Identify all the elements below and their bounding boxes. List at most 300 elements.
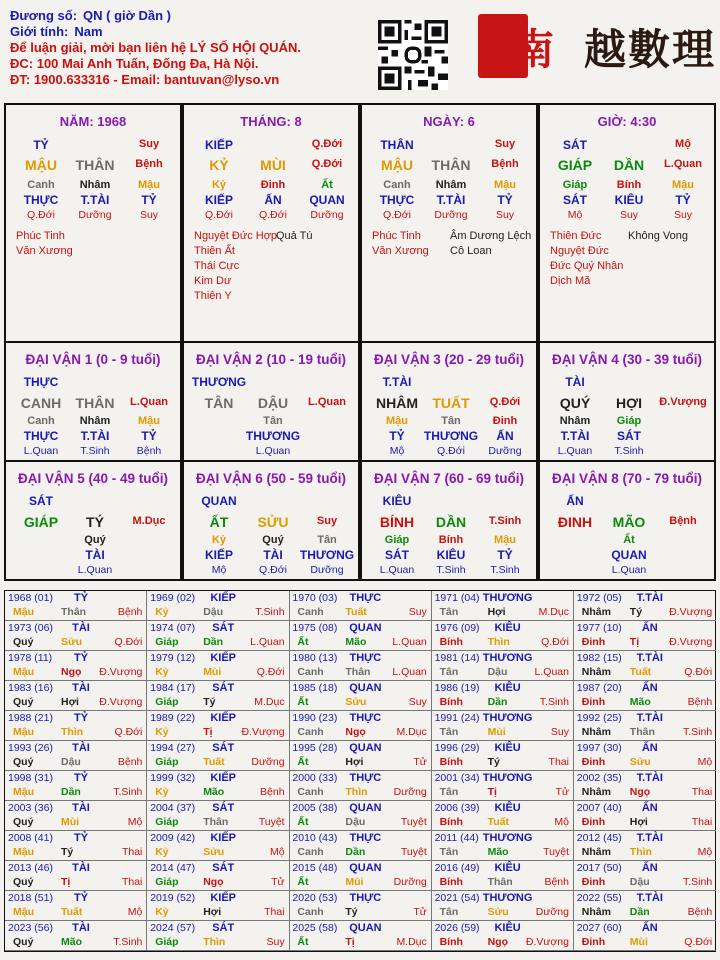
year-state: Thai xyxy=(121,876,143,888)
year-cell[interactable] xyxy=(432,621,574,651)
hidden-stem: Quý xyxy=(262,534,284,546)
year-ten-god: THỰC xyxy=(349,592,382,604)
year-branch: Dần xyxy=(629,906,650,918)
year-label: 1981 (14) xyxy=(434,652,480,664)
shen-sha-star: Nguyệt Đức Hợp xyxy=(194,230,278,242)
year-ten-god: ẤN xyxy=(641,742,658,754)
year-label: 2011 (44) xyxy=(434,832,479,844)
year-cell[interactable] xyxy=(147,831,289,861)
year-stem: Bính xyxy=(439,936,463,948)
year-branch: Tuất xyxy=(629,666,652,678)
pillar-title: GIỜ: 4:30 xyxy=(597,114,657,129)
year-stem: Bính xyxy=(439,756,463,768)
year-branch: Dậu xyxy=(61,756,81,768)
year-stem: Nhâm xyxy=(581,906,611,918)
shen-sha-star: Cô Loan xyxy=(450,245,492,257)
year-cell[interactable] xyxy=(574,771,716,801)
year-cell[interactable] xyxy=(289,681,431,711)
shen-sha-star: Thiên Y xyxy=(194,290,232,302)
year-stem: Mậu xyxy=(13,786,34,798)
year-stem: Kỷ xyxy=(155,726,169,738)
dai-van-title: ĐẠI VẬN 3 (20 - 29 tuổi) xyxy=(373,352,525,367)
year-branch: Tuất xyxy=(487,816,509,828)
hidden-state: Q.Đới xyxy=(437,445,465,457)
year-cell[interactable] xyxy=(5,741,147,771)
year-cell[interactable] xyxy=(5,651,147,681)
year-state: Bệnh xyxy=(117,756,143,768)
earthly-branch: TÝ xyxy=(86,514,104,530)
year-cell[interactable] xyxy=(289,591,431,621)
year-stem: Mậu xyxy=(13,666,34,678)
year-cell[interactable] xyxy=(432,831,574,861)
year-cell[interactable] xyxy=(432,711,574,741)
year-cell[interactable] xyxy=(289,861,431,891)
year-state: Mộ xyxy=(554,816,569,828)
year-stem: Canh xyxy=(297,666,324,678)
year-cell[interactable] xyxy=(5,801,147,831)
year-ten-god: KIÊU xyxy=(494,742,521,754)
shen-sha-star: Thiên Đức xyxy=(550,230,602,242)
hidden-ten-god: T.TÀI xyxy=(436,193,466,207)
year-cell[interactable] xyxy=(289,651,431,681)
year-state: T.Sinh xyxy=(539,696,569,708)
dai-van-cell xyxy=(182,460,360,581)
year-cell[interactable] xyxy=(5,591,147,621)
year-ten-god: TỶ xyxy=(73,832,89,844)
year-cell[interactable] xyxy=(147,681,289,711)
year-stem: Ất xyxy=(297,756,309,768)
year-state: Suy xyxy=(408,606,427,618)
year-stem: Quý xyxy=(13,876,34,888)
hidden-ten-god: T.TÀI xyxy=(80,193,110,207)
hidden-stem: Canh xyxy=(27,415,55,427)
year-state: Đ.Vượng xyxy=(241,726,285,738)
contact-line: Để luận giải, mời bạn liên hệ LÝ SỐ HỘI QUÁN. xyxy=(10,40,301,55)
hidden-state: Dưỡng xyxy=(78,209,112,221)
year-stem: Mậu xyxy=(13,726,34,738)
year-cell[interactable] xyxy=(574,711,716,741)
dai-van-cell xyxy=(4,341,182,462)
hidden-stem: Mậu xyxy=(494,179,516,191)
brand-char: 南 xyxy=(512,25,557,74)
year-branch: Sửu xyxy=(61,636,83,648)
ten-god-label: THƯƠNG xyxy=(191,375,247,389)
ten-god-label: THỰC xyxy=(23,375,59,389)
heavenly-stem: TÂN xyxy=(204,395,234,411)
year-state: Dưỡng xyxy=(251,756,285,768)
year-cell[interactable] xyxy=(147,651,289,681)
year-branch: Sửu xyxy=(629,756,651,768)
hidden-stem: Bính xyxy=(438,534,464,546)
hidden-ten-god: KIẾP xyxy=(204,548,233,562)
hidden-ten-god: TỶ xyxy=(675,193,691,207)
year-cell[interactable] xyxy=(289,831,431,861)
year-branch: Tý xyxy=(629,606,643,618)
pillar-cell xyxy=(538,103,716,343)
year-cell[interactable] xyxy=(5,711,147,741)
year-ten-god: TỶ xyxy=(73,772,89,784)
year-cell[interactable] xyxy=(5,621,147,651)
qr-code[interactable] xyxy=(378,20,448,90)
shen-sha-star: Đức Quý Nhân xyxy=(550,260,624,272)
heavenly-stem: KỶ xyxy=(209,157,229,173)
year-state: Mộ xyxy=(269,846,285,858)
branch-state: Đ.Vượng xyxy=(659,396,707,408)
year-cell[interactable] xyxy=(147,711,289,741)
hidden-stem: Mậu xyxy=(138,415,160,427)
year-state: Q.Đới xyxy=(114,726,143,738)
year-cell[interactable] xyxy=(289,891,431,921)
year-label: 1990 (23) xyxy=(292,712,338,724)
year-cell[interactable] xyxy=(432,771,574,801)
hidden-stem: Nhâm xyxy=(435,179,467,191)
year-ten-god: SÁT xyxy=(212,862,235,874)
year-cell[interactable] xyxy=(5,831,147,861)
earthly-branch: MÃO xyxy=(612,514,646,530)
year-branch: Ngọ xyxy=(487,936,509,948)
year-label: 1988 (21) xyxy=(8,712,53,724)
year-ten-god: ẤN xyxy=(641,682,658,694)
year-cell[interactable] xyxy=(574,651,716,681)
year-label: 1983 (16) xyxy=(8,682,53,694)
year-ten-god: SÁT xyxy=(212,802,235,814)
year-stem: Mậu xyxy=(13,906,34,918)
year-cell[interactable] xyxy=(289,801,431,831)
hidden-state: T.Sinh xyxy=(436,564,466,576)
year-stem: Tân xyxy=(439,906,459,918)
hidden-ten-god: T.TÀI xyxy=(80,429,110,443)
heavenly-stem: NHÂM xyxy=(376,395,418,411)
hidden-stem: Giáp xyxy=(616,415,642,427)
heavenly-stem: BÍNH xyxy=(379,514,415,530)
year-label: 2009 (42) xyxy=(150,832,196,844)
year-state: T.Sinh xyxy=(113,936,143,948)
year-cell[interactable] xyxy=(574,681,716,711)
year-branch: Ngọ xyxy=(629,786,651,798)
year-ten-god: SÁT xyxy=(212,682,235,694)
year-state: Suy xyxy=(266,936,285,948)
year-cell[interactable] xyxy=(574,891,716,921)
hidden-ten-god: ẤN xyxy=(496,429,514,443)
year-ten-god: TÀI xyxy=(72,922,90,934)
year-ten-god: TỶ xyxy=(73,892,89,904)
year-branch: Thìn xyxy=(61,726,84,738)
year-branch: Dần xyxy=(61,786,81,798)
year-cell[interactable] xyxy=(5,681,147,711)
year-branch: Tị xyxy=(345,936,355,948)
year-state: Dưỡng xyxy=(535,906,569,918)
heavenly-stem: ẤT xyxy=(209,514,229,530)
year-branch: Thân xyxy=(61,606,87,618)
year-stem: Nhâm xyxy=(581,786,611,798)
year-cell[interactable] xyxy=(147,741,289,771)
year-ten-god: TÀI xyxy=(72,862,90,874)
year-cell[interactable] xyxy=(574,861,716,891)
year-stem: Nhâm xyxy=(581,846,611,858)
hidden-ten-god: THỰC xyxy=(23,429,59,443)
hidden-state: Q.Đới xyxy=(259,564,287,576)
year-branch: Mùi xyxy=(487,726,506,738)
year-state: Đ.Vượng xyxy=(525,936,569,948)
year-cell[interactable] xyxy=(432,861,574,891)
year-cell[interactable] xyxy=(147,891,289,921)
year-branch: Dần xyxy=(487,696,508,708)
year-cell[interactable] xyxy=(574,741,716,771)
year-branch: Mão xyxy=(61,936,82,948)
year-cell[interactable] xyxy=(432,651,574,681)
year-branch: Ngọ xyxy=(345,726,366,738)
code-value: QN ( giờ Dần ) xyxy=(83,8,172,23)
growth-state: Suy xyxy=(138,138,160,150)
year-stem: Đinh xyxy=(581,936,606,948)
dai-van-title: ĐẠI VẬN 2 (10 - 19 tuổi) xyxy=(195,352,347,367)
year-state: Đ.Vượng xyxy=(99,696,143,708)
year-stem: Quý xyxy=(13,936,34,948)
hidden-stem: Giáp xyxy=(562,179,588,191)
year-ten-god: SÁT xyxy=(212,622,235,634)
year-branch: Thìn xyxy=(345,786,368,798)
year-label: 1999 (32) xyxy=(150,772,196,784)
hidden-state: Suy xyxy=(673,209,693,221)
year-label: 2010 (43) xyxy=(292,832,338,844)
year-label: 1977 (10) xyxy=(576,622,622,634)
year-state: Suy xyxy=(408,696,427,708)
year-stem: Giáp xyxy=(155,876,179,888)
year-cell[interactable] xyxy=(574,801,716,831)
dai-van-cell xyxy=(538,460,716,581)
year-branch: Hợi xyxy=(487,606,506,618)
year-label: 1993 (26) xyxy=(8,742,53,754)
branch-state: Bệnh xyxy=(135,158,163,170)
hidden-state: Dưỡng xyxy=(488,445,522,457)
year-cell[interactable] xyxy=(147,801,289,831)
year-cell[interactable] xyxy=(147,921,289,951)
year-label: 1989 (22) xyxy=(150,712,196,724)
year-cell[interactable] xyxy=(574,831,716,861)
year-cell[interactable] xyxy=(432,921,574,951)
year-branch: Mùi xyxy=(61,816,80,828)
year-label: 1985 (18) xyxy=(292,682,338,694)
dai-van-cell xyxy=(360,460,538,581)
year-branch: Thân xyxy=(203,816,229,828)
hidden-ten-god: THỰC xyxy=(379,193,415,207)
year-stem: Giáp xyxy=(155,636,179,648)
year-cell[interactable] xyxy=(147,621,289,651)
year-label: 1970 (03) xyxy=(292,592,338,604)
year-ten-god: T.TÀI xyxy=(636,652,663,664)
year-state: Q.Đới xyxy=(684,666,713,678)
branch-state: M.Dục xyxy=(132,515,166,527)
branch-state: Q.Đới xyxy=(311,158,343,170)
hidden-state: Q.Đới xyxy=(259,209,287,221)
year-label: 1969 (02) xyxy=(150,592,196,604)
year-cell[interactable] xyxy=(289,741,431,771)
year-label: 2017 (50) xyxy=(576,862,622,874)
earthly-branch: DẦN xyxy=(435,514,467,530)
year-branch: Dậu xyxy=(487,666,508,678)
year-state: Q.Đới xyxy=(684,936,713,948)
hidden-state: L.Quan xyxy=(557,445,593,457)
year-branch: Sửu xyxy=(487,906,509,918)
dai-van-cell xyxy=(360,341,538,462)
year-ten-god: T.TÀI xyxy=(636,772,663,784)
year-cell[interactable] xyxy=(432,891,574,921)
dai-van-title: ĐẠI VẬN 1 (0 - 9 tuổi) xyxy=(25,352,161,367)
year-ten-god: KIÊU xyxy=(494,802,521,814)
ten-god-label: QUAN xyxy=(201,494,237,508)
ten-god-label: ẤN xyxy=(566,494,584,508)
year-cell[interactable] xyxy=(574,921,716,951)
year-ten-god: KIẾP xyxy=(210,892,237,904)
hidden-ten-god: THƯƠNG xyxy=(245,429,301,443)
year-stem: Đinh xyxy=(581,696,606,708)
earthly-branch: HỢI xyxy=(616,395,642,411)
year-ten-god: TÀI xyxy=(72,682,90,694)
hidden-stem: Đinh xyxy=(260,179,286,191)
year-branch: Thìn xyxy=(487,636,510,648)
growth-state: Suy xyxy=(494,138,516,150)
year-stem: Canh xyxy=(297,906,324,918)
hidden-ten-god: TỶ xyxy=(497,193,513,207)
year-branch: Ngọ xyxy=(203,876,224,888)
year-branch: Thìn xyxy=(203,936,226,948)
year-stem: Canh xyxy=(297,786,324,798)
year-state: Bệnh xyxy=(260,786,285,798)
year-label: 1982 (15) xyxy=(576,652,622,664)
year-branch: Mùi xyxy=(629,936,648,948)
year-ten-god: KIÊU xyxy=(494,622,521,634)
shen-sha-star: Văn Xương xyxy=(16,245,73,257)
year-stem: Quý xyxy=(13,816,34,828)
year-branch: Hợi xyxy=(203,906,222,918)
year-ten-god: KIÊU xyxy=(494,862,521,874)
year-ten-god: THỰC xyxy=(349,892,382,904)
hidden-state: Q.Đới xyxy=(27,209,55,221)
year-branch: Dần xyxy=(345,846,366,858)
year-state: Tử xyxy=(271,876,285,888)
year-ten-god: ẤN xyxy=(641,802,658,814)
year-state: Đ.Vượng xyxy=(99,666,143,678)
year-branch: Dần xyxy=(203,636,224,648)
year-label: 1976 (09) xyxy=(434,622,480,634)
year-cell[interactable] xyxy=(432,591,574,621)
year-ten-god: ẤN xyxy=(641,622,658,634)
hidden-state: Bệnh xyxy=(136,445,162,457)
year-label: 1991 (24) xyxy=(434,712,480,724)
hidden-stem: Đinh xyxy=(492,415,518,427)
year-state: T.Sinh xyxy=(683,876,713,888)
year-cell[interactable] xyxy=(147,591,289,621)
year-state: M.Dục xyxy=(538,606,569,618)
hidden-state: Suy xyxy=(619,209,639,221)
hidden-stem: Mậu xyxy=(672,179,694,191)
year-stem: Kỷ xyxy=(155,906,169,918)
hidden-state: L.Quan xyxy=(379,564,415,576)
year-branch: Thìn xyxy=(629,846,652,858)
year-state: Suy xyxy=(550,726,569,738)
yearly-table xyxy=(4,590,716,952)
hidden-state: Dưỡng xyxy=(434,209,468,221)
year-ten-god: T.TÀI xyxy=(636,592,663,604)
year-cell[interactable] xyxy=(5,861,147,891)
year-branch: Mùi xyxy=(345,876,364,888)
year-cell[interactable] xyxy=(5,771,147,801)
year-label: 2001 (34) xyxy=(434,772,480,784)
year-cell[interactable] xyxy=(289,621,431,651)
year-cell[interactable] xyxy=(5,921,147,951)
brand-logo xyxy=(512,12,716,82)
year-cell[interactable] xyxy=(432,801,574,831)
year-branch: Tuất xyxy=(61,906,83,918)
year-state: Thai xyxy=(121,846,143,858)
year-ten-god: KIÊU xyxy=(494,682,521,694)
year-cell[interactable] xyxy=(432,741,574,771)
year-label: 2023 (56) xyxy=(8,922,53,934)
earthly-branch: TUẤT xyxy=(432,395,470,411)
year-cell[interactable] xyxy=(147,771,289,801)
hidden-stem: Ất xyxy=(321,179,333,191)
year-stem: Bính xyxy=(439,876,463,888)
ten-god-label: TÀI xyxy=(565,375,585,389)
year-stem: Giáp xyxy=(155,696,179,708)
year-branch: Mão xyxy=(487,846,509,858)
earthly-branch: DẦN xyxy=(613,157,645,173)
year-cell[interactable] xyxy=(289,771,431,801)
year-cell[interactable] xyxy=(147,861,289,891)
year-stem: Giáp xyxy=(155,936,179,948)
pillar-title: NĂM: 1968 xyxy=(59,114,127,129)
shen-sha-star: Phúc Tinh xyxy=(16,230,65,242)
year-stem: Kỷ xyxy=(155,786,169,798)
heavenly-stem: MẬU xyxy=(25,157,57,173)
gender-value: Nam xyxy=(74,24,103,39)
hidden-state: Mộ xyxy=(389,445,405,457)
year-cell[interactable] xyxy=(289,711,431,741)
year-cell[interactable] xyxy=(432,681,574,711)
year-state: T.Sinh xyxy=(683,726,713,738)
ten-god-label: KIÊU xyxy=(382,494,412,508)
year-state: Q.Đới xyxy=(256,666,285,678)
year-ten-god: TỶ xyxy=(73,652,89,664)
year-label: 1971 (04) xyxy=(434,592,480,604)
year-cell[interactable] xyxy=(289,921,431,951)
year-label: 1980 (13) xyxy=(292,652,338,664)
year-label: 2022 (55) xyxy=(576,892,622,904)
year-cell[interactable] xyxy=(5,891,147,921)
year-branch: Sửu xyxy=(345,696,367,708)
year-state: M.Dục xyxy=(396,936,427,948)
year-label: 2005 (38) xyxy=(292,802,338,814)
year-ten-god: TỶ xyxy=(73,712,89,724)
hidden-state: Dưỡng xyxy=(310,564,344,576)
year-state: Đ.Vượng xyxy=(669,636,713,648)
year-branch: Sửu xyxy=(203,846,225,858)
year-stem: Nhâm xyxy=(581,666,611,678)
year-label: 1975 (08) xyxy=(292,622,338,634)
year-ten-god: KIẾP xyxy=(210,592,237,604)
hidden-state: Dưỡng xyxy=(310,209,344,221)
branch-state: Q.Đới xyxy=(489,396,521,408)
year-branch: Dậu xyxy=(629,876,650,888)
hidden-state: L.Quan xyxy=(611,564,647,576)
hidden-ten-god: KIÊU xyxy=(436,548,466,562)
year-cell[interactable] xyxy=(574,591,716,621)
year-state: Bệnh xyxy=(544,876,569,888)
pillar-cell xyxy=(182,103,360,343)
year-cell[interactable] xyxy=(574,621,716,651)
year-stem: Ất xyxy=(297,696,309,708)
shen-sha-star: Không Vong xyxy=(628,230,688,242)
